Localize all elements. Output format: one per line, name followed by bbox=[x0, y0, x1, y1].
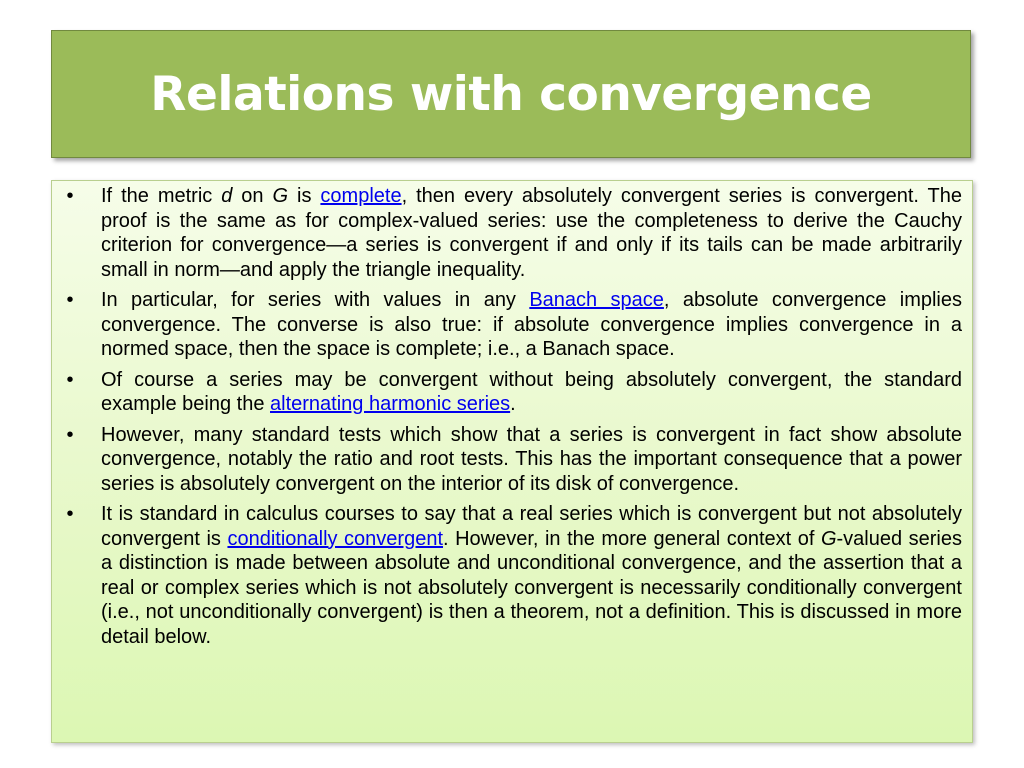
variable-g: G bbox=[820, 527, 837, 550]
link-banach-space[interactable]: Banach space bbox=[529, 289, 664, 311]
bullet-text: -valued series a distinction is made between absolute and unconditional convergence, and the assertion that a real or complex series which is not absolutely convergent is necessarily conditionally convergent (i.e., not unconditionally convergent) is then a theorem, not a definition. This is discussed in more detail below. bbox=[101, 527, 962, 648]
bullet-item-standard-tests bbox=[52, 423, 962, 497]
bullet-text: , absolute convergence implies convergence. The converse is also true: if absolute convergence implies convergence in a normed space, then the space is complete; i.e., a Banach space. bbox=[101, 289, 962, 360]
bullet-icon: • bbox=[66, 289, 74, 311]
bullet-text: is bbox=[288, 185, 321, 207]
bullet-text: If the metric bbox=[101, 185, 222, 207]
slide-title-box bbox=[51, 30, 971, 158]
bullet-icon: • bbox=[66, 185, 74, 207]
bullet-text: . bbox=[510, 393, 516, 415]
link-conditionally-convergent[interactable]: conditionally convergent bbox=[227, 527, 444, 550]
bullet-text: , then every absolutely convergent series is convergent. The proof is the same as for complex-valued series: use the completeness to derive the Cauchy criterion for convergence—a series is convergent if and only if its tails can be made arbitrarily small in norm—and apply the triangle inequality. bbox=[101, 185, 963, 281]
bullet-item-conditional-convergence bbox=[52, 502, 962, 649]
bullet-item-complete-metric bbox=[52, 184, 962, 282]
link-complete[interactable]: complete bbox=[320, 185, 402, 207]
bullet-text: In particular, for series with values in any bbox=[101, 289, 530, 311]
bullet-icon: • bbox=[66, 423, 74, 446]
bullet-text: on bbox=[232, 185, 273, 207]
bullet-icon: • bbox=[66, 368, 74, 391]
bullet-list bbox=[52, 184, 962, 649]
bullet-item-alternating-series bbox=[52, 368, 962, 417]
bullet-text: . However, in the more general context of bbox=[443, 527, 821, 550]
variable-d: d bbox=[221, 185, 233, 207]
bullet-text: However, many standard tests which show that a series is convergent in fact show absolute convergence, notably the ratio and root tests. This has the important consequence that a power series is absolutely convergent on the interior of its disk of convergence. bbox=[101, 423, 962, 495]
slide-title: Relations with convergence bbox=[150, 66, 872, 122]
variable-g: G bbox=[272, 185, 289, 207]
bullet-icon: • bbox=[66, 503, 74, 525]
bullet-item-banach-space bbox=[52, 288, 962, 362]
slide-content-box bbox=[51, 180, 973, 743]
bullet-text: Of course a series may be convergent without being absolutely convergent, the standard example being the bbox=[101, 368, 962, 415]
bullet-text: It is standard in calculus courses to say that a real series which is convergent but not absolutely convergent is bbox=[101, 503, 962, 550]
link-alternating-harmonic-series[interactable]: alternating harmonic series bbox=[270, 393, 511, 415]
